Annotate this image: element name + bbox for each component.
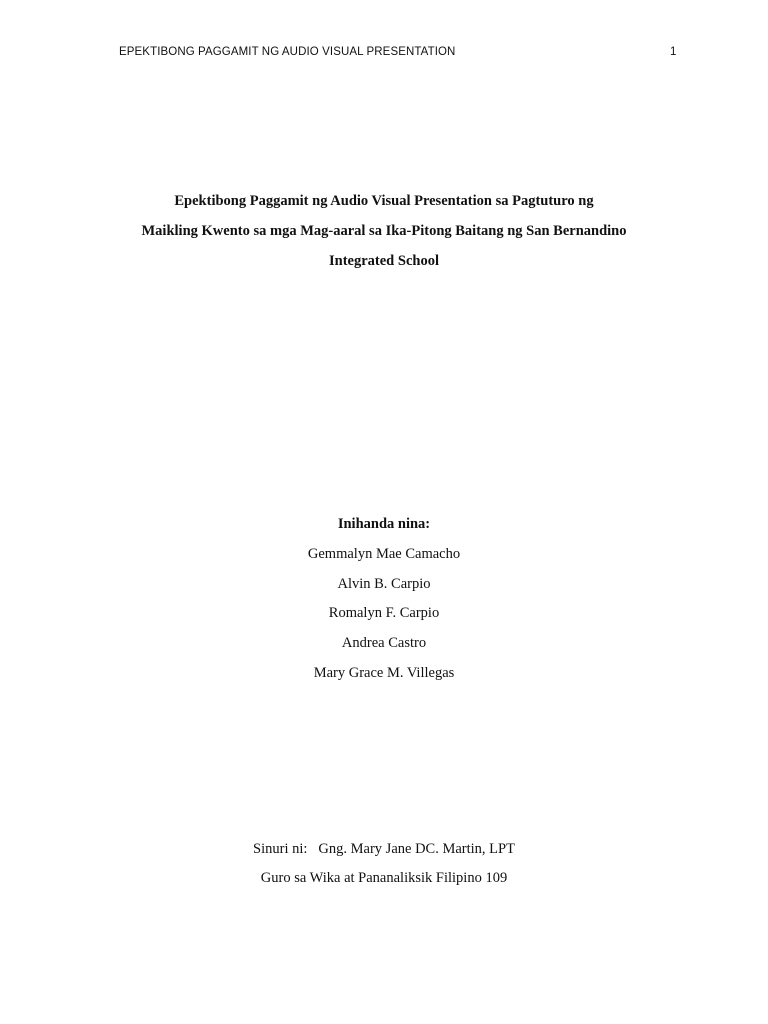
title-line-2: Maikling Kwento sa mga Mag-aaral sa Ika-Pitong Baitang ng San Bernandino [141,223,627,239]
author-name: Alvin B. Carpio [337,575,431,592]
title-line-1: Epektibong Paggamit ng Audio Visual Presentation sa Pagtuturo ng [174,193,594,209]
title-line-3: Integrated School [329,253,439,269]
paper-title [0,186,768,276]
authors-section [0,510,768,689]
reviewer-name: Gng. Mary Jane DC. Martin, LPT [318,841,515,857]
author-name: Andrea Castro [341,635,427,652]
page-number: 1 [670,46,677,58]
author-name: Mary Grace M. Villegas [313,664,455,681]
reviewer-line [0,835,768,864]
author-name: Gemmalyn Mae Camacho [307,545,461,562]
running-head: EPEKTIBONG PAGGAMIT NG AUDIO VISUAL PRESENTATION [119,46,456,58]
reviewer-section [0,835,768,893]
reviewer-label: Sinuri ni: [253,841,308,857]
author-name: Romalyn F. Carpio [328,605,440,622]
authors-heading: Inihanda nina: [337,516,431,532]
reviewer-position: Guro sa Wika at Pananaliksik Filipino 109 [260,870,508,886]
